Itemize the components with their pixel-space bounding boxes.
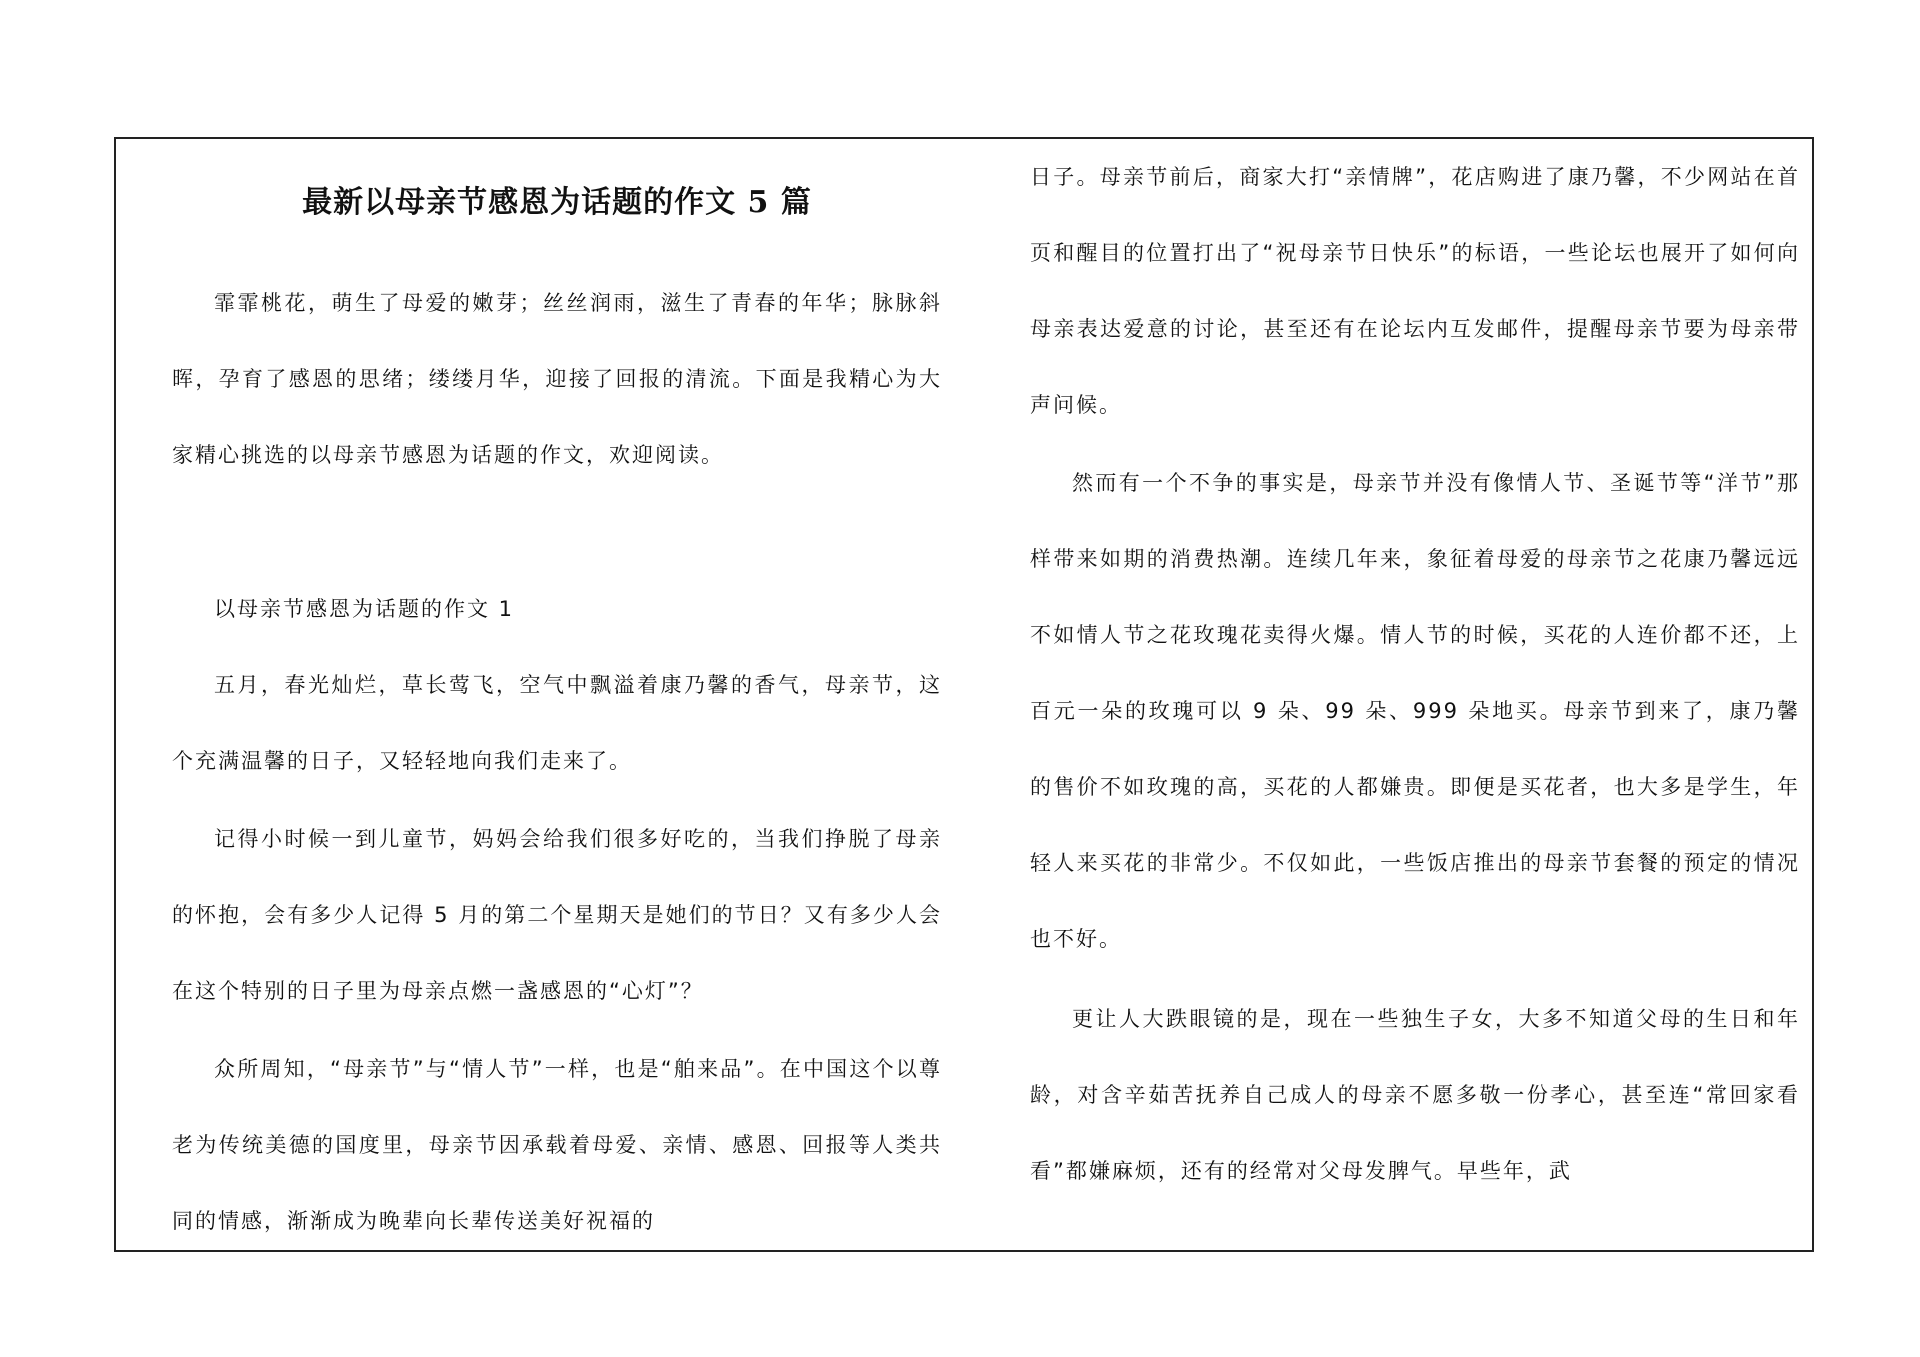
paragraph: 五月，春光灿烂，草长莺飞，空气中飘溢着康乃馨的香气，母亲节，这个充满温馨的日子，又轻轻地向我们走来了。 [172,673,942,773]
document-title: 最新以母亲节感恩为话题的作文 5 篇 [302,185,812,220]
document-page [114,137,1814,1252]
paragraph-continued: 日子。母亲节前后，商家大打“亲情牌”，花店购进了康乃馨，不少网站在首页和醒目的位置打出了“祝母亲节日快乐”的标语，一些论坛也展开了如何向母亲表达爱意的讨论，甚至还有在论坛内互发邮件，提醒母亲节要为母亲带声问候。 [1030,165,1800,417]
paragraph: 然而有一个不争的事实是，母亲节并没有像情人节、圣诞节等“洋节”那样带来如期的消费热潮。连续几年来，象征着母爱的母亲节之花康乃馨远远不如情人节之花玫瑰花卖得火爆。情人节的时候，买花的人连价都不还，上百元一朵的玫瑰可以 9 朵、99 朵、999 朵地买。母亲节到来了，康乃馨的售价不如玫瑰的高，买花的人都嫌贵。即便是买花者，也大多是学生，年轻人来买花的非常少。不仅如此，一些饭店推出的母亲节套餐的预定的情况也不好。 [1030,471,1800,951]
intro-paragraph: 霏霏桃花，萌生了母爱的嫩芽；丝丝润雨，滋生了青春的年华；脉脉斜晖，孕育了感恩的思绪；缕缕月华，迎接了回报的清流。下面是我精心为大家精心挑选的以母亲节感恩为话题的作文，欢迎阅读。 [172,291,942,467]
paragraph: 更让人大跌眼镜的是，现在一些独生子女，大多不知道父母的生日和年龄，对含辛茹苦抚养自己成人的母亲不愿多敬一份孝心，甚至连“常回家看看”都嫌麻烦，还有的经常对父母发脾气。早些年，武 [1030,1007,1800,1183]
paragraph: 众所周知，“母亲节”与“情人节”一样，也是“舶来品”。在中国这个以尊老为传统美德的国度里，母亲节因承载着母爱、亲情、感恩、回报等人类共同的情感，渐渐成为晚辈向长辈传送美好祝福的 [172,1057,942,1233]
paragraph: 记得小时候一到儿童节，妈妈会给我们很多好吃的，当我们挣脱了母亲的怀抱，会有多少人记得 5 月的第二个星期天是她们的节日？又有多少人会在这个特别的日子里为母亲点燃一盏感恩的“心灯”？ [172,827,942,1003]
right-column [1030,139,1800,1250]
section-heading: 以母亲节感恩为话题的作文 1 [214,597,515,621]
left-column [172,139,942,1250]
